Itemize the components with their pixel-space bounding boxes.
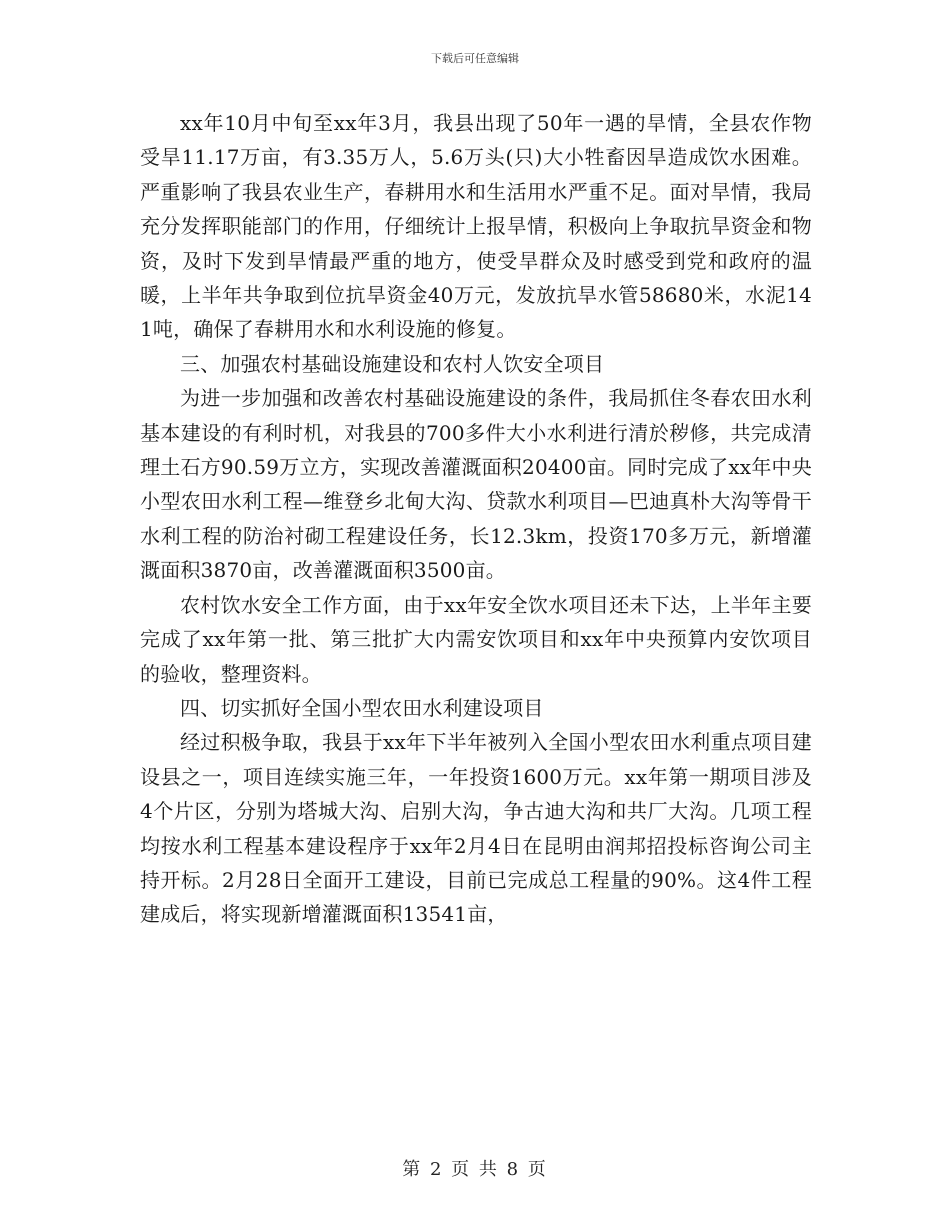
section-heading-4: 四、切实抓好全国小型农田水利建设项目 <box>180 695 544 720</box>
header-note: 下载后可任意编辑 <box>431 52 519 65</box>
section-heading-3: 三、加强农村基础设施建设和农村人饮安全项目 <box>180 351 605 376</box>
document-body <box>140 106 812 932</box>
paragraph-drought: xx年10月中旬至xx年3月，我县出现了50年一遇的旱情，全县农作物受旱11.17万亩，有3.35万人，5.6万头(只)大小牲畜因旱造成饮水困难。严重影响了我县农业生产，春耕用水和生活用水严重不足。面对旱情，我局充分发挥职能部门的作用，仔细统计上报旱情，积极向上争取抗旱资金和物资，及时下发到旱情最严重的地方，使受旱群众及时感受到党和政府的温暖，上半年共争取到位抗旱资金40万元，发放抗旱水管58680米，水泥141吨，确保了春耕用水和水利设施的修复。 <box>140 111 812 342</box>
paragraph-infrastructure: 为进一步加强和改善农村基础设施建设的条件，我局抓住冬春农田水利基本建设的有利时机，对我县的700多件大小水利进行清於秽修，共完成清理土石方90.59万立方，实现改善灌溉面积20400亩。同时完成了xx年中央小型农田水利工程—维登乡北甸大沟、贷款水利项目—巴迪真朴大沟等骨干水利工程的防治衬砌工程建设任务，长12.3km，投资170多万元，新增灌溉面积3870亩，改善灌溉面积3500亩。 <box>140 386 812 583</box>
paragraph-small-irrigation: 经过积极争取，我县于xx年下半年被列入全国小型农田水利重点项目建设县之一，项目连续实施三年，一年投资1600万元。xx年第一期项目涉及4个片区，分别为塔城大沟、启别大沟，争古迪大沟和共厂大沟。几项工程均按水利工程基本建设程序于xx年2月4日在昆明由润邦招投标咨询公司主持开标。2月28日全面开工建设，目前已完成总工程量的90%。这4件工程建成后，将实现新增灌溉面积13541亩， <box>140 730 812 927</box>
paragraph-drinking-water: 农村饮水安全工作方面，由于xx年安全饮水项目还未下达，上半年主要完成了xx年第一批、第三批扩大内需安饮项目和xx年中央预算内安饮项目的验收，整理资料。 <box>140 592 812 686</box>
page-number: 第 2 页 共 8 页 <box>402 1159 548 1180</box>
